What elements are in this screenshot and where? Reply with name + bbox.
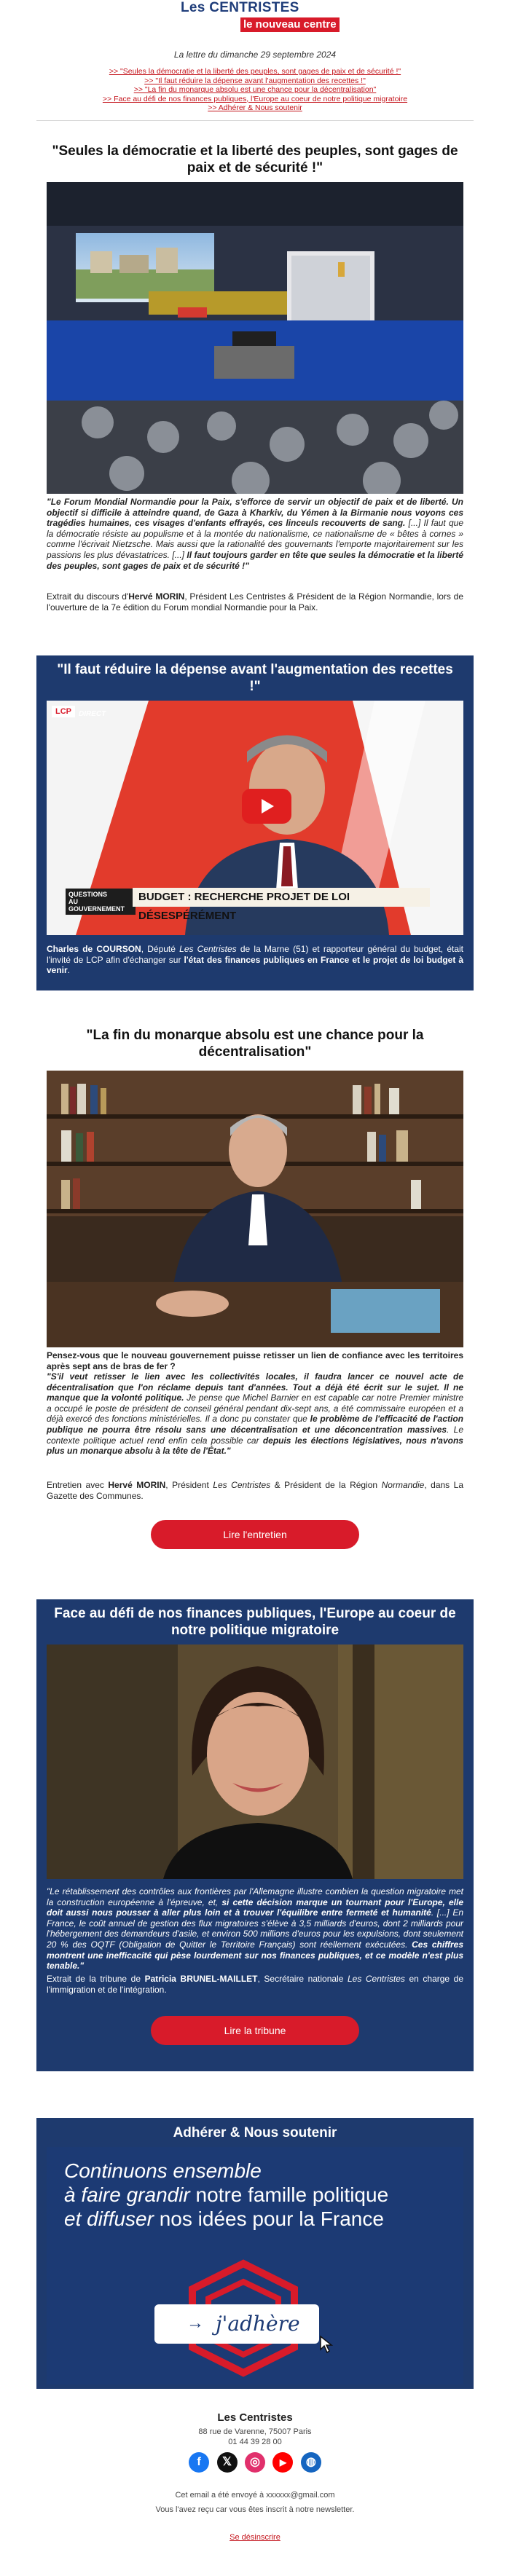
arrow-right-icon: →: [187, 2313, 204, 2333]
article3-q1: "S'il veut retisser le lien avec les collectivités locales, il faudra lancer ce nouvel acte de décentralisation que l'on réclame depuis tant d'années. Tout a déjà été écrit sur le sujet. Il ne manque que la volonté politique.: [47, 1371, 463, 1403]
article3-lead: Pensez-vous que le nouveau gouvernement puisse retisser un lien de confiance avec les territoires après sept ans de bras de fer ?: [47, 1350, 463, 1371]
interview-photo: [47, 1071, 463, 1347]
instagram-icon[interactable]: ◎: [245, 2452, 265, 2473]
cursor-icon: [319, 2335, 335, 2354]
article4-src-c: Les Centristes: [347, 1974, 405, 1984]
article4-q4: Ces chiffres montrent une inefficacité qui pèse lourdement sur nos finances publiques, et ce modèle n'est plus tenable.": [47, 1939, 463, 1972]
article3-quote: [47, 1371, 463, 1457]
video-caption: [47, 944, 463, 976]
join-line2-b: notre famille politique: [189, 2183, 389, 2206]
footer-org: Les Centristes: [217, 2411, 293, 2424]
brand-tagline: le nouveau centre: [240, 17, 340, 32]
article4-src-name: Patricia BRUNEL-MAILLET: [144, 1974, 258, 1984]
article4-src-b: , Secrétaire nationale: [257, 1974, 348, 1984]
article4-src-d: en charge de l'immigration et de l'intégration.: [47, 1974, 464, 1995]
article1-quote-c: Il faut toujours garder en tête que seules la démocratie et la liberté des peuples, sont gages de paix et de sécurité !": [47, 549, 463, 571]
video-show-line1: QUESTIONS: [68, 891, 108, 898]
article4-quote: [47, 1886, 463, 1972]
article3-src-b: , Président: [165, 1480, 213, 1490]
article3-source: [47, 1480, 463, 1501]
toc-link-4[interactable]: >> Face au défi de nos finances publiques, l'Europe au coeur de notre politique migratoire: [102, 94, 408, 103]
article3-src-d: & Président de la Région: [270, 1480, 382, 1490]
join-line3-a: et diffuser: [64, 2207, 154, 2230]
article3-src-name: Hervé MORIN: [108, 1480, 166, 1490]
video-caption-name: Charles de COURSON: [47, 944, 141, 954]
article1-title: "Seules la démocratie et la liberté des peuples, sont gages de paix et de sécurité !": [52, 143, 458, 176]
article1-source: [47, 591, 463, 613]
youtube-icon[interactable]: ▶: [272, 2452, 293, 2473]
article4-q2: si cette décision marque un tournant pour l'Europe, elle doit aussi nous pousser à aller plus loin et à trouver l'équilibre entre fermeté et humanité: [47, 1896, 463, 1918]
toc-link-3[interactable]: >> "La fin du monarque absolu est une chance pour la décentralisation": [133, 85, 377, 94]
toc-link-5[interactable]: >> Adhérer & Nous soutenir: [208, 103, 302, 112]
article3-title: "La fin du monarque absolu est une chance pour la décentralisation": [86, 1028, 424, 1060]
video-ticker: BUDGET : RECHERCHE PROJET DE LOI DÉSESPÉRÉMENT: [133, 888, 430, 907]
divider: [36, 120, 474, 121]
article1-quote: [47, 497, 463, 571]
newsletter-date: La lettre du dimanche 29 septembre 2024: [173, 50, 337, 60]
article3-q5: depuis les élections législatives, nous n'avons plus un monarque absolu à la tête de l'État.": [47, 1435, 463, 1457]
video-caption-e: .: [67, 965, 71, 976]
join-line2-a: à faire grandir: [64, 2183, 190, 2206]
toc-link-1[interactable]: >> "Seules la démocratie et la liberté des peuples, sont gages de paix et de sécurité !": [109, 67, 401, 76]
forum-photo: [47, 182, 463, 494]
read-interview-button[interactable]: Lire l'entretien: [151, 1520, 359, 1549]
brand-name: Les CENTRISTES: [181, 0, 299, 15]
article4-q3: . [...] En France, le coût annuel de gestion des flux migratoires s'élève à 3,5 milliards d'euros, dont 2 milliards pour l'hébergement des demandeurs d'asile, et environ 500 millions d'euros pour les expulsions, dont seulement 20 % des OQTF (Obligation de Quitter le Territoire Français) sont réellement exécutées.: [47, 1907, 463, 1950]
join-banner[interactable]: [47, 2147, 463, 2384]
join-banner-text: [64, 2159, 388, 2231]
article3-q3: le problème de l'efficacité de l'action publique ne pourra être résolu sans une décentralisation et une déconcentration massives: [47, 1414, 464, 1435]
article3-src-a: Entretien avec: [47, 1480, 109, 1490]
footer-phone: 01 44 39 28 00: [228, 2438, 282, 2446]
video-show-line2: AU GOUVERNEMENT: [68, 898, 125, 913]
video-title: "Il faut réduire la dépense avant l'augmentation des recettes !": [57, 662, 453, 694]
video-caption-d: l'état des finances publiques en France et le projet de loi budget à venir: [47, 954, 463, 976]
read-op-ed-button[interactable]: Lire la tribune: [151, 2016, 359, 2045]
video-caption-b: Les Centristes: [179, 944, 237, 954]
facebook-icon[interactable]: f: [189, 2452, 209, 2473]
article1-quote-a: "Le Forum Mondial Normandie pour la Paix, s'efforce de servir un objectif de paix et de liberté. Un objectif si difficile à atteindre quand, de Gaza à Kharkiv, du Yémen à la Birmanie nous voyons ces tragédies humaines, ces visages d'enfants effrayés, ces linceuls recouverts de sang.: [47, 497, 463, 529]
join-line1: Continuons ensemble: [64, 2159, 262, 2182]
footer-address: 88 rue de Varenne, 75007 Paris: [198, 2427, 312, 2436]
article4-q1: "Le rétablissement des contrôles aux frontières par l'Allemagne illustre combien la question migratoire met la construction européenne à l'épreuve, et,: [47, 1886, 463, 1907]
join-title: Adhérer & Nous soutenir: [173, 2125, 337, 2140]
article3-q2: Je pense que Michel Barnier en est capable car notre Premier ministre a occupé le poste de président de conseil général pendant dix-sept ans, a été commissaire européen et a déjà exercé des fonctions ministérielles. Il a donc pu constater que: [47, 1393, 463, 1425]
article3-q4: . Le contexte politique actuel rend enfin cela possible car: [47, 1424, 464, 1446]
video-show-tag: [66, 889, 136, 915]
portrait-photo: [47, 1645, 463, 1879]
article3-src-f: , dans La Gazette des Communes.: [47, 1480, 464, 1501]
x-icon[interactable]: 𝕏: [217, 2452, 238, 2473]
article1-quote-b: [...] Il faut que la démocratie résiste au populisme et à la montée du nationalisme, ce nationalisme de « bêtes à cornes » comme l'écrivait Nietzsche. Mais aussi que la rationalité des gouvernants l'emporte majoritairement sur les passions les plus dévastatrices. [...]: [47, 518, 463, 560]
article1-src-name: Hervé MORIN: [128, 591, 185, 602]
website-icon[interactable]: ◍: [301, 2452, 321, 2473]
video-caption-c: de la Marne (51) et rapporteur général du budget, était l'invité de LCP afin d'échanger sur: [47, 944, 464, 965]
join-cta-label: j'adhère: [216, 2312, 300, 2336]
play-icon[interactable]: [242, 789, 291, 824]
footer-reason: Vous l'avez reçu car vous êtes inscrit à notre newsletter.: [155, 2505, 355, 2514]
article4-source: [47, 1974, 463, 1995]
toc-link-2[interactable]: >> "Il faut réduire la dépense avant l'augmentation des recettes !": [144, 76, 366, 85]
unsubscribe-link[interactable]: Se désinscrire: [230, 2533, 280, 2542]
brand-logo[interactable]: [0, 0, 510, 35]
social-links: [0, 2452, 510, 2473]
article3-src-e: Normandie: [381, 1480, 425, 1490]
article3-src-c: Les Centristes: [213, 1480, 271, 1490]
table-of-contents: [0, 67, 510, 113]
join-line3-b: nos idées pour la France: [153, 2207, 384, 2230]
article4-src-a: Extrait de la tribune de: [47, 1974, 145, 1984]
article1-src-prefix: Extrait du discours d': [47, 591, 129, 602]
article1-src-suffix: , Président Les Centristes & Président de la Région Normandie, lors de l'ouverture de la 7e édition du Forum mondial Normandie pour la Paix.: [47, 591, 463, 613]
video-channel-logo: LCP: [52, 706, 75, 717]
join-cta-button[interactable]: [154, 2304, 319, 2344]
video-caption-a: , Député: [141, 944, 180, 954]
video-live-badge: DIRECT: [79, 710, 106, 718]
footer-email-note: Cet email a été envoyé à xxxxxx@gmail.com: [175, 2491, 335, 2500]
article4-title: Face au défi de nos finances publiques, l'Europe au coeur de notre politique migratoire: [54, 1606, 456, 1638]
